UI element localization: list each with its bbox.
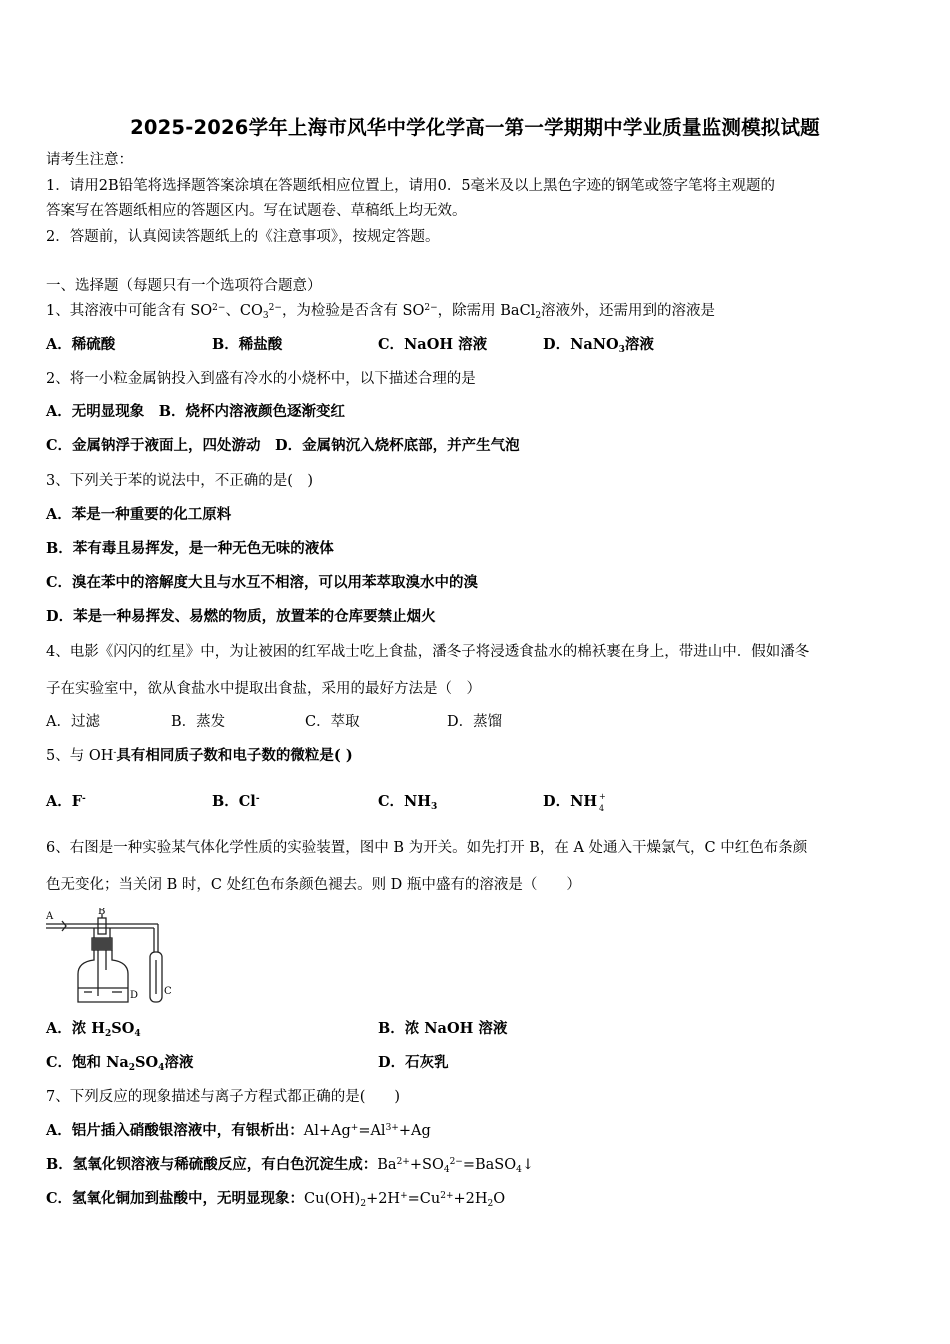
question-6-option-a: A．浓 $H_2SO_4$ [46, 1020, 141, 1039]
label-b: B [98, 908, 106, 917]
question-6-stem-1: 6、右图是一种实验某气体化学性质的实验装置，图中 B 为开关。如先打开 B，在 A 处通入干燥氯气，C 中红色布条颜 [46, 840, 808, 856]
question-3-option-a: A．苯是一种重要的化工原料 [46, 506, 232, 523]
question-1-option-b: B．稀盐酸 [212, 336, 283, 353]
question-4-option-a: A．过滤 [46, 714, 100, 730]
question-3-option-c: C．溴在苯中的溶解度大且与水互不相溶，可以用苯萃取溴水中的溴 [46, 574, 479, 591]
question-5-stem: 5、与 OH-具有相同质子数和电子数的微粒是( ) [46, 747, 353, 764]
label-c: C [164, 986, 172, 997]
page-title: 2025-2026学年上海市风华中学化学高一第一学期期中学业质量监测模拟试题 [130, 116, 820, 139]
question-3-option-d: D．苯是一种易挥发、易燃的物质，放置苯的仓库要禁止烟火 [46, 608, 436, 625]
question-4-stem-2: 子在实验室中，欲从食盐水中提取出食盐，采用的最好方法是（ ） [46, 681, 481, 697]
question-7-stem: 7、下列反应的现象描述与离子方程式都正确的是( ) [46, 1089, 401, 1105]
question-5-option-a: A．F- [46, 793, 86, 810]
question-3-option-b: B．苯有毒且易挥发，是一种无色无味的液体 [46, 540, 334, 557]
question-3-stem: 3、下列关于苯的说法中，不正确的是( ) [46, 473, 314, 489]
question-6-option-d: D．石灰乳 [378, 1054, 449, 1071]
question-6-option-b: B．浓 NaOH 溶液 [378, 1020, 508, 1037]
question-1-option-d: D．NaNO$_3$溶液 [543, 336, 654, 355]
section-heading: 一、选择题（每题只有一个选项符合题意） [46, 278, 322, 294]
question-4-option-d: D．蒸馏 [447, 714, 503, 730]
question-6-stem-2: 色无变化；当关闭 B 时，C 处红色布条颜色褪去。则 D 瓶中盛有的溶液是（ ） [46, 877, 581, 893]
question-5-option-b: B．Cl- [212, 793, 260, 810]
question-4-stem-1: 4、电影《闪闪的红星》中，为让被困的红军战士吃上食盐，潘冬子将浸透食盐水的棉袄裹在身上，带进山中．假如潘冬 [46, 644, 810, 660]
question-5-option-d: D．NH + 4 [543, 792, 606, 813]
question-4-option-c: C．萃取 [305, 714, 360, 730]
question-7-option-c: C．氢氧化铜加到盐酸中，无明显现象：$Cu(OH)_2+2H^+=Cu^{2+}+2H_2O$ [46, 1190, 506, 1209]
stopper-shape [92, 938, 112, 950]
question-2-options-ab: A．无明显现象 B．烧杯内溶液颜色逐渐变红 [46, 403, 346, 420]
question-2-options-cd: C．金属钠浮于液面上，四处游动 D．金属钠沉入烧杯底部，并产生气泡 [46, 437, 520, 454]
gas-apparatus-diagram [46, 908, 180, 1008]
notice-line-1: 1．请用2B铅笔将选择题答案涂填在答题纸相应位置上，请用0．5毫米及以上黑色字迹的钢笔或签字笔将主观题的 [46, 178, 776, 194]
notice-line-3: 2．答题前，认真阅读答题纸上的《注意事项》，按规定答题。 [46, 229, 440, 245]
question-1-option-c: C．NaOH 溶液 [378, 336, 488, 353]
question-7-option-b: B．氢氧化钡溶液与稀硫酸反应，有白色沉淀生成：$Ba^{2+}+SO_4^{2-}=BaSO_4↓$ [46, 1156, 535, 1175]
question-5-option-c: C．$NH_3$ [378, 793, 438, 812]
question-6-option-c: C．饱和 $Na_2SO_4$溶液 [46, 1054, 194, 1073]
notice-line-2: 答案写在答题纸相应的答题区内。写在试题卷、草稿纸上均无效。 [46, 203, 467, 219]
label-a: A [46, 911, 54, 922]
question-1-option-a: A．稀硫酸 [46, 336, 116, 353]
notice-heading: 请考生注意： [46, 152, 133, 168]
question-7-option-a: A．铝片插入硝酸银溶液中，有银析出：$Al+Ag^+=Al^{3+}+Ag$ [46, 1122, 431, 1139]
question-2-stem: 2、将一小粒金属钠投入到盛有冷水的小烧杯中，以下描述合理的是 [46, 371, 476, 387]
question-1-stem: 1、其溶液中可能含有 $SO^{2-}$、$CO_3^{2-}$，为检验是否含有 $SO^{2-}$，除需用 BaCl$_2$溶液外，还需用到的溶液是 [46, 303, 716, 321]
label-d: D [130, 990, 139, 1001]
question-4-option-b: B．蒸发 [171, 714, 226, 730]
